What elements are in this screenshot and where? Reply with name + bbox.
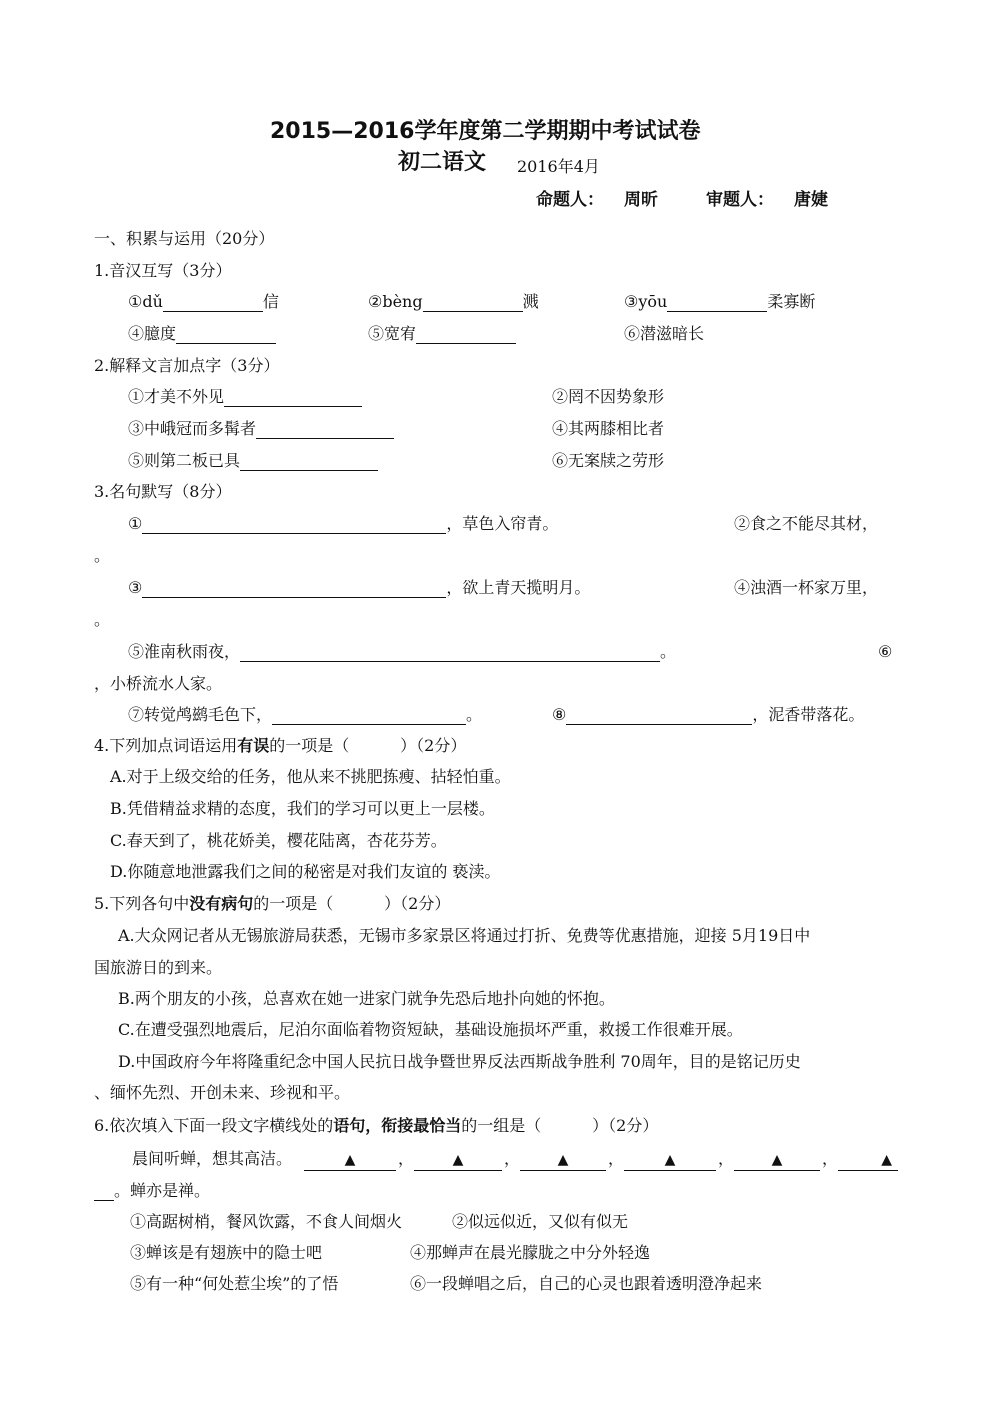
answer-blank[interactable] xyxy=(256,422,394,439)
q3-item xyxy=(128,705,482,725)
q1-item xyxy=(368,324,516,344)
q6-choice: ②似远似近，又似有似无 xyxy=(452,1212,629,1231)
question-5-heading xyxy=(94,894,450,914)
answer-blank[interactable] xyxy=(176,327,276,344)
triangle-marker-icon: ▲ xyxy=(344,1152,356,1168)
q5-option-b: B.两个朋友的小孩，总喜欢在她一进家门就争先恐后地扑向她的怀抱。 xyxy=(118,989,615,1008)
q6-blank-6[interactable] xyxy=(838,1149,898,1171)
answer-blank[interactable] xyxy=(224,390,362,407)
q2-item xyxy=(128,387,362,407)
q5-option-a: A.大众网记者从无锡旅游局获悉，无锡市多家景区将通过打折、免费等优惠措施，迎接 5月19日中 xyxy=(118,926,811,945)
q3-item-prefix: ⑤淮南秋雨夜， xyxy=(128,642,241,661)
q4-option-c: C.春天到了，桃花娇美，樱花陆离，杏花芬芳。 xyxy=(110,831,447,850)
triangle-marker-icon: ▲ xyxy=(881,1152,892,1168)
q2-item: ②罔不因势象形 xyxy=(552,387,665,406)
q3-item-suffix: ，草色入帘青。 xyxy=(446,514,559,533)
q3-item xyxy=(552,705,864,725)
answer-blank[interactable] xyxy=(240,454,378,471)
triangle-marker-icon: ▲ xyxy=(664,1152,676,1168)
q2-item-text: ①才美不外见 xyxy=(128,387,225,406)
q6-heading-emphasis: 语句，衔接最恰当 xyxy=(333,1116,462,1135)
answer-blank[interactable] xyxy=(416,327,516,344)
q5-heading-text: 5.下列各句中 xyxy=(94,894,190,913)
q6-passage-lead: 晨间听蝉，想其高洁。 xyxy=(132,1149,293,1168)
q2-item-text: ③中峨冠而多髯者 xyxy=(128,419,257,438)
answer-blank[interactable] xyxy=(142,517,446,534)
q5-option-a-cont: 国旅游日的到来。 xyxy=(94,958,223,977)
q6-passage xyxy=(132,1149,292,1169)
q6-comma: ， xyxy=(504,1149,521,1168)
q1-item-prefix: ⑤宽宥 xyxy=(368,324,417,343)
q6-blank-2[interactable] xyxy=(414,1149,502,1171)
q5-heading-text: 的一项是（ ）（2分） xyxy=(253,894,451,913)
q3-item: ④浊酒一杯家万里， xyxy=(734,578,879,597)
author-name: 周昕 xyxy=(624,190,658,210)
q6-choice: ④那蝉声在晨光朦胧之中分外轻逸 xyxy=(410,1243,651,1262)
q4-option-a: A.对于上级交给的任务，他从来不挑肥拣瘦、拈轻怕重。 xyxy=(110,767,511,786)
q3-item-prefix: ① xyxy=(128,514,143,533)
q3-continuation: 。 xyxy=(94,546,111,565)
author-label: 命题人： xyxy=(536,190,604,210)
question-6-heading xyxy=(94,1116,658,1136)
q3-item-suffix: ，泥香带落花。 xyxy=(752,705,865,724)
q3-item-prefix: ⑦转觉鸬鹚毛色下， xyxy=(128,705,273,724)
question-4-heading xyxy=(94,736,466,756)
q1-item-prefix: ②bèng xyxy=(368,292,423,311)
q1-item xyxy=(624,292,815,312)
q1-item-suffix: 溅 xyxy=(522,292,539,311)
answer-blank[interactable] xyxy=(142,581,446,598)
answer-blank[interactable] xyxy=(667,295,767,312)
q4-heading-text: 4.下列加点词语运用 xyxy=(94,736,238,755)
q6-blank-5[interactable] xyxy=(734,1149,820,1171)
answer-blank[interactable] xyxy=(272,708,466,725)
triangle-marker-icon: ▲ xyxy=(452,1152,464,1168)
question-2-heading: 2.解释文言加点字（3分） xyxy=(94,356,280,375)
q6-blank-4[interactable] xyxy=(624,1149,716,1171)
q2-item: ④其两膝相比者 xyxy=(552,419,665,438)
q3-item xyxy=(128,642,676,662)
q6-choice: ⑤有一种“何处惹尘埃”的了悟 xyxy=(130,1274,339,1293)
q6-passage-tail xyxy=(94,1181,210,1201)
q3-item-suffix: 。 xyxy=(466,705,483,724)
q3-continuation: 。 xyxy=(94,610,111,629)
exam-title: 2015—2016学年度第二学期期中考试试卷 xyxy=(270,119,701,144)
q3-item-prefix: ③ xyxy=(128,578,143,597)
q3-item xyxy=(128,514,558,534)
q3-item-prefix: ⑧ xyxy=(552,705,567,724)
triangle-marker-icon: ▲ xyxy=(557,1152,569,1168)
q2-item: ⑥无案牍之劳形 xyxy=(552,451,665,470)
q3-item-suffix: 。 xyxy=(660,642,677,661)
q1-item xyxy=(128,324,276,344)
q1-item xyxy=(128,292,279,312)
question-1-heading: 1.音汉互写（3分） xyxy=(94,261,232,280)
q4-heading-text: 的一项是（ ）（2分） xyxy=(269,736,467,755)
q6-heading-text: 的一组是（ ）（2分） xyxy=(461,1116,659,1135)
q4-option-d: D.你随意地泄露我们之间的秘密是对我们友谊的 亵渎。 xyxy=(110,862,501,881)
q6-comma: ， xyxy=(608,1149,625,1168)
q5-option-d-cont: 、缅怀先烈、开创未来、珍视和平。 xyxy=(94,1083,351,1102)
q1-item-prefix: ④臆度 xyxy=(128,324,177,343)
answer-blank[interactable] xyxy=(566,708,752,725)
reviewer-name: 唐婕 xyxy=(794,190,828,210)
question-3-heading: 3.名句默写（8分） xyxy=(94,482,232,501)
q5-option-d: D.中国政府今年将隆重纪念中国人民抗日战争暨世界反法西斯战争胜利 70周年，目的是铭记历史 xyxy=(118,1052,801,1071)
reviewer-label: 审题人： xyxy=(706,190,774,210)
section-heading: 一、积累与运用（20分） xyxy=(94,229,275,248)
triangle-marker-icon: ▲ xyxy=(771,1152,783,1168)
q2-item-text: ⑤则第二板已具 xyxy=(128,451,241,470)
q6-choice: ①高踞树梢，餐风饮露，不食人间烟火 xyxy=(130,1212,403,1231)
subject-title: 初二语文 xyxy=(398,150,487,175)
q3-item: ⑥ xyxy=(878,642,893,661)
q3-item-suffix: ，欲上青天揽明月。 xyxy=(446,578,591,597)
q1-item: ⑥潜滋暗长 xyxy=(624,324,705,343)
q6-choice: ③蝉该是有翅族中的隐士吧 xyxy=(130,1243,323,1262)
q1-item-prefix: ③yōu xyxy=(624,292,668,311)
q3-item xyxy=(128,578,590,598)
q6-blank-6-cont[interactable] xyxy=(94,1184,114,1201)
q4-heading-emphasis: 有误 xyxy=(237,736,270,755)
q6-heading-text: 6.依次填入下面一段文字横线处的 xyxy=(94,1116,334,1135)
q6-comma: ， xyxy=(822,1149,839,1168)
q6-blank-1[interactable] xyxy=(304,1149,396,1171)
exam-date: 2016年4月 xyxy=(517,157,600,176)
q5-heading-emphasis: 没有病句 xyxy=(189,894,254,913)
q6-choice: ⑥一段蝉唱之后，自己的心灵也跟着透明澄净起来 xyxy=(410,1274,763,1293)
q1-item xyxy=(368,292,539,312)
q6-comma: ， xyxy=(398,1149,415,1168)
q5-option-c: C.在遭受强烈地震后，尼泊尔面临着物资短缺，基础设施损坏严重，救援工作很难开展。 xyxy=(118,1020,743,1039)
answer-blank[interactable] xyxy=(423,295,523,312)
answer-blank[interactable] xyxy=(240,645,660,662)
q3-item: ②食之不能尽其材， xyxy=(734,514,879,533)
q6-blank-3[interactable] xyxy=(520,1149,606,1171)
q2-item xyxy=(128,451,378,471)
q1-item-suffix: 柔寡断 xyxy=(767,292,816,311)
answer-blank[interactable] xyxy=(163,295,263,312)
q6-tail-text: 。蝉亦是禅。 xyxy=(114,1181,211,1200)
q1-item-prefix: ①dǔ xyxy=(128,292,163,311)
q2-item xyxy=(128,419,394,439)
q6-comma: ， xyxy=(718,1149,735,1168)
q1-item-suffix: 信 xyxy=(262,292,279,311)
q4-option-b: B.凭借精益求精的态度，我们的学习可以更上一层楼。 xyxy=(110,799,495,818)
q3-continuation: ，小桥流水人家。 xyxy=(94,674,223,693)
